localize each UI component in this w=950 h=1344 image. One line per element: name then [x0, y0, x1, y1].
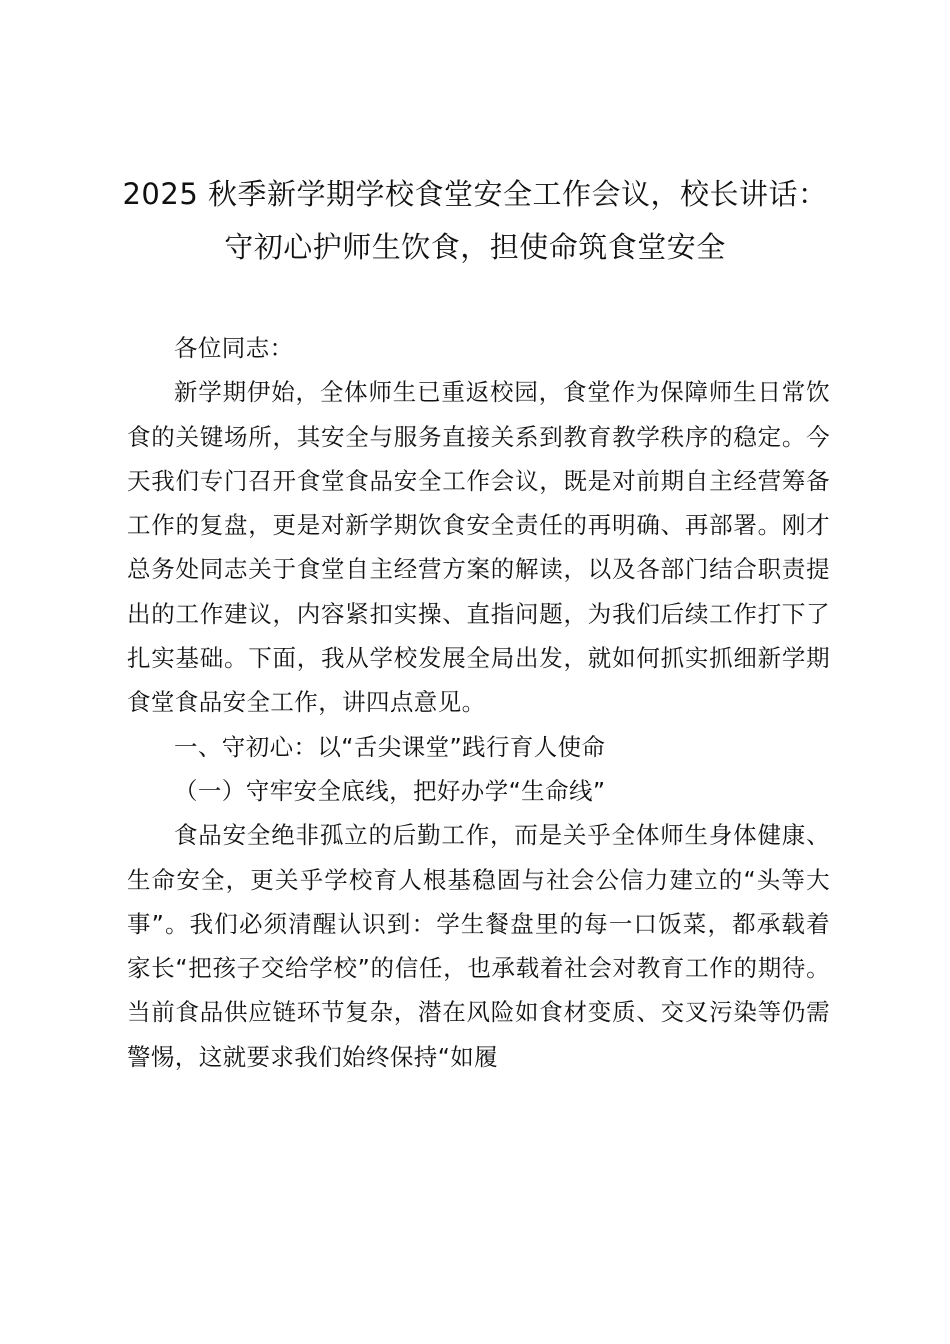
body-paragraph: 食品安全绝非孤立的后勤工作，而是关乎全体师生身体健康、生命安全，更关乎学校育人根基稳固与社会公信力建立的“头等大事”。我们必须清醒认识到：学生餐盘里的每一口饭菜，都承载着家长“把孩子交给学校”的信任，也承载着社会对教育工作的期待。当前食品供应链环节复杂，潜在风险如食材变质、交叉污染等仍需警惕，这就要求我们始终保持“如履	[127, 821, 830, 1071]
intro-paragraph: 新学期伊始，全体师生已重返校园，食堂作为保障师生日常饮食的关键场所，其安全与服务直接关系到教育教学秩序的稳定。今天我们专门召开食堂食品安全工作会议，既是对前期自主经营筹备工作的复盘，更是对新学期饮食安全责任的再明确、再部署。刚才总务处同志关于食堂自主经营方案的解读，以及各部门结合职责提出的工作建议，内容紧扣实操、直指问题，为我们后续工作打下了扎实基础。下面，我从学校发展全局出发，就如何抓实抓细新学期食堂食品安全工作，讲四点意见。	[127, 378, 830, 717]
section-heading: 一、守初心：以“舌尖课堂”践行育人使命	[174, 732, 606, 761]
document-body	[127, 326, 830, 1079]
salutation: 各位同志：	[174, 334, 294, 362]
document-title: 2025 秋季新学期学校食堂安全工作会议，校长讲话：守初心护师生饮食，担使命筑食堂安全	[122, 177, 828, 264]
subsection-heading: （一）守牢安全底线，把好办学“生命线”	[174, 776, 606, 805]
